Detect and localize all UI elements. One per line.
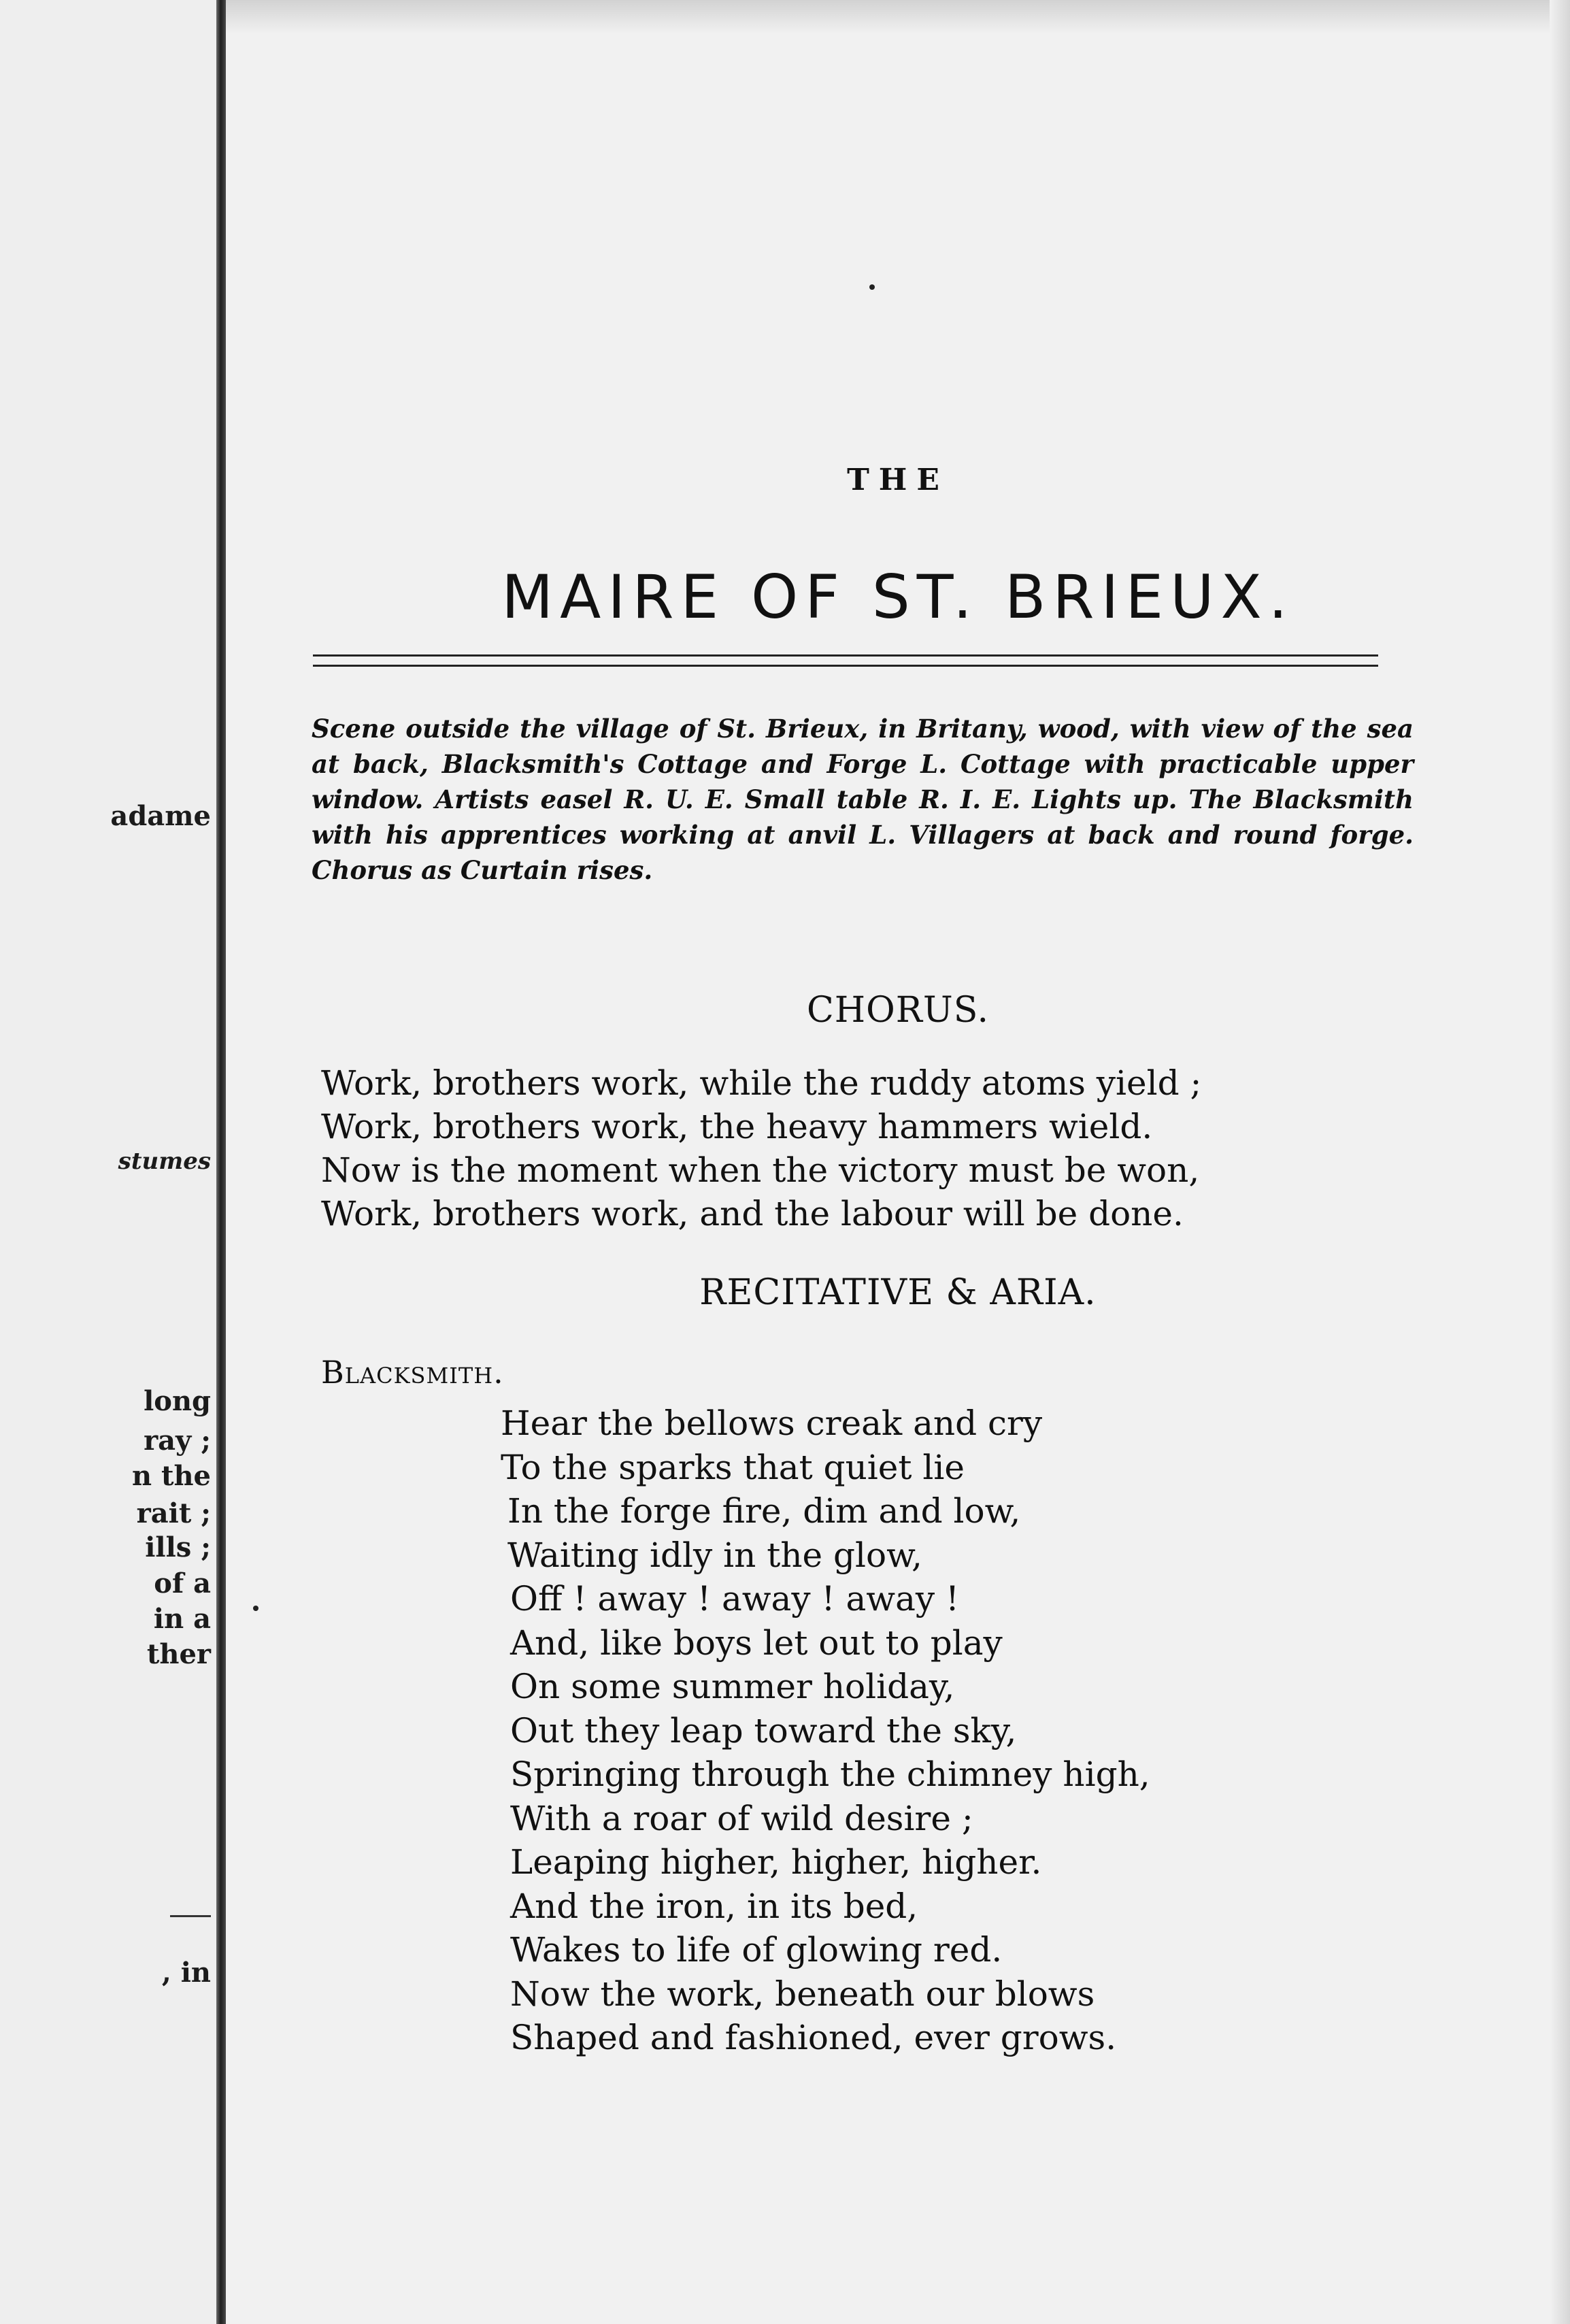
verse-line: Work, brothers work, and the labour will be done. <box>321 1194 1184 1233</box>
scene-direction: Scene outside the village of St. Brieux, in Britany, wood, with view of the sea at back, Blacksmith's Cottage and Forge L. Cottage with practicable upper window. Artists easel R. U. E. Small table R. I. E. Lights up. The Blacksmith with his apprentices working at anvil L. Villagers at back and round forge. Chorus as Curtain rises. <box>312 714 1414 885</box>
left-page-text: of a <box>154 1567 211 1599</box>
verse-line: In the forge fire, dim and low, <box>507 1491 1021 1531</box>
chorus-heading: CHORUS. <box>806 990 990 1031</box>
verse-line: Now the work, beneath our blows <box>510 1974 1095 2014</box>
verse-line: On some summer holiday, <box>510 1667 955 1706</box>
verse-line: And the iron, in its bed, <box>510 1886 918 1926</box>
aria-verse <box>501 1401 1426 2060</box>
left-page-text: in a <box>153 1603 211 1635</box>
verse-line: Springing through the chimney high, <box>510 1755 1150 1794</box>
left-page-text: ther <box>146 1638 211 1670</box>
verse-line: Work, brothers work, while the ruddy atoms yield ; <box>321 1063 1202 1103</box>
verse-line: Off ! away ! away ! away ! <box>510 1579 960 1618</box>
speaker-name: Blacksmith. <box>321 1354 504 1391</box>
verse-line: Waiting idly in the glow, <box>507 1535 922 1575</box>
left-page-text: adame <box>110 800 211 832</box>
verse-line: To the sparks that quiet lie <box>501 1447 965 1487</box>
left-page-fragment <box>0 0 216 2324</box>
verse-line: Now is the moment when the victory must be won, <box>321 1150 1200 1190</box>
print-speck <box>869 284 875 290</box>
page <box>226 0 1570 2324</box>
left-page-text: ills ; <box>145 1531 211 1563</box>
verse-line: With a roar of wild desire ; <box>510 1798 973 1838</box>
verse-line: And, like boys let out to play <box>510 1623 1003 1663</box>
left-page-text: n the <box>131 1460 211 1492</box>
verse-line: Out they leap toward the sky, <box>510 1710 1017 1750</box>
verse-line: Work, brothers work, the heavy hammers wield. <box>321 1107 1153 1146</box>
page-title: MAIRE OF ST. BRIEUX. <box>501 562 1295 632</box>
title-divider <box>313 654 1378 667</box>
verse-line: Leaping higher, higher, higher. <box>510 1842 1042 1882</box>
title-article: THE <box>847 463 949 497</box>
left-page-text: , in <box>161 1957 211 1989</box>
left-page-text: long <box>144 1385 211 1417</box>
chorus-verse <box>321 1061 1437 1235</box>
verse-line: Wakes to life of glowing red. <box>510 1930 1003 1970</box>
left-page-rule <box>170 1915 211 1917</box>
verse-line: Shaped and fashioned, ever grows. <box>510 2018 1117 2057</box>
print-speck <box>253 1606 258 1611</box>
left-page-text: rait ; <box>136 1497 211 1529</box>
left-page-text: ray ; <box>144 1425 211 1457</box>
left-page-text: stumes <box>118 1148 211 1175</box>
page-top-shadow <box>226 0 1570 34</box>
book-gutter <box>216 0 226 2324</box>
verse-line: Hear the bellows creak and cry <box>501 1404 1043 1443</box>
recitative-heading: RECITATIVE & ARIA. <box>699 1272 1097 1313</box>
page-edge-shadow <box>1550 0 1570 2324</box>
